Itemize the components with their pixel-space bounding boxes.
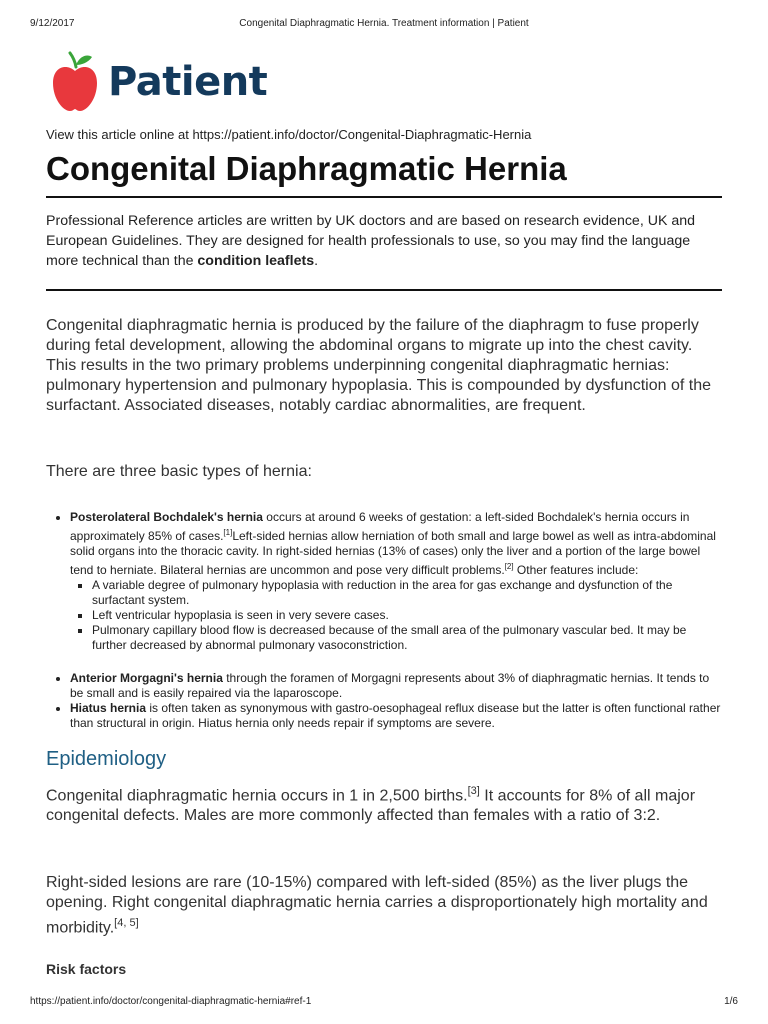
- footer-page-number: 1/6: [724, 996, 738, 1007]
- epi-text-3: Right-sided lesions are rare (10-15%) compared with left-sided (85%) as the liver plugs the opening. Right congenital diaphragmatic hernia carries a disproportionately high mortality and morbidity.: [46, 874, 708, 937]
- footer-url: https://patient.info/doctor/congenital-diaphragmatic-hernia#ref-1: [30, 996, 312, 1007]
- hernia-types-list: [52, 510, 722, 731]
- print-header: [30, 18, 738, 32]
- logo-text: Patient: [108, 59, 268, 105]
- apple-icon: [52, 51, 98, 113]
- epidemiology-paragraph-1: [46, 781, 722, 826]
- hiatus-text: is often taken as synonymous with gastro-oesophageal reflux disease but the latter is often functional rather than structural in origin. Hiatus hernia only needs repair if symptoms are severe.: [70, 701, 721, 730]
- features-list: [70, 578, 722, 653]
- posterolateral-text-3: Other features include:: [513, 563, 639, 577]
- condition-leaflets-link[interactable]: condition leaflets: [197, 253, 315, 269]
- types-intro: There are three basic types of hernia:: [46, 463, 312, 480]
- intro-text-end: .: [314, 253, 319, 269]
- intro-text: Professional Reference articles are written by UK doctors and are based on research evidence, UK and European Guidelines. They are designed for health professionals to use, so you may find the language more technical than the: [46, 213, 696, 269]
- print-date: 9/12/2017: [30, 18, 75, 29]
- feature-item: ▪ Left ventricular hypoplasia is seen in very severe cases.: [92, 608, 722, 623]
- intro-paragraph: [46, 211, 722, 271]
- epidemiology-paragraph-2: [46, 873, 722, 938]
- reference-link[interactable]: [2]: [504, 562, 514, 571]
- feature-item: ▪ Pulmonary capillary blood flow is decreased because of the small area of the pulmonary vascular bed. It may be further decreased by abnormal pulmonary vasoconstriction.: [92, 623, 722, 653]
- hiatus-title: Hiatus hernia: [70, 701, 147, 715]
- posterolateral-title: Posterolateral Bochdalek's hernia: [70, 510, 263, 524]
- list-item-morgagni: [70, 671, 722, 701]
- list-item-hiatus: [70, 701, 722, 731]
- posterolateral-text-2: Left-sided hernias allow herniation of both small and large bowel as well as intra-abdominal solid organs into the thoracic cavity. In right-sided hernias (13% of cases) only the liver and a portion of the large bowel tend to herniate. Bilateral hernias are uncommon and pose very difficult problems.: [70, 529, 716, 577]
- page-title: Congenital Diaphragmatic Hernia: [46, 150, 722, 198]
- print-footer: [30, 996, 738, 1010]
- feature-item: ▪ A variable degree of pulmonary hypoplasia with reduction in the area for gas exchange and dysfunction of the surfactant system.: [92, 578, 722, 608]
- patient-logo[interactable]: [52, 50, 267, 114]
- reference-link[interactable]: [3]: [467, 785, 480, 797]
- epi-text-2: It accounts for 8% of all major congenital defects. Males are more commonly affected than females with a ratio of 3:2.: [46, 787, 696, 825]
- lead-paragraph: Congenital diaphragmatic hernia is produced by the failure of the diaphragm to fuse properly during fetal development, allowing the abdominal organs to migrate up into the chest cavity. This results in the two primary problems underpinning congenital diaphragmatic hernias: pulmonary hypertension and pulmonary hypoplasia. This is compounded by dysfunction of the surfactant. Associated diseases, notably cardiac abnormalities, are frequent.: [46, 317, 711, 414]
- epi-text: Congenital diaphragmatic hernia occurs in 1 in 2,500 births.: [46, 787, 468, 805]
- risk-factors-heading: Risk factors: [46, 961, 127, 977]
- reference-link[interactable]: [4, 5]: [114, 917, 139, 929]
- view-online-link[interactable]: View this article online at https://patient.info/doctor/Congenital-Diaphragmatic-Hernia: [46, 127, 532, 142]
- divider: [46, 289, 722, 291]
- posterolateral-text: occurs at around 6 weeks of gestation: a left-sided Bochdalek's hernia occurs in approximately 85% of cases.: [70, 510, 690, 543]
- morgagni-text: through the foramen of Morgagni represents about 3% of diaphragmatic hernias. It tends to be small and is easily repaired via the laparoscope.: [70, 671, 710, 700]
- print-doc-title: Congenital Diaphragmatic Hernia. Treatment information | Patient: [239, 18, 529, 29]
- reference-link[interactable]: [1]: [223, 528, 233, 537]
- list-item-posterolateral: [70, 510, 722, 671]
- morgagni-title: Anterior Morgagni's hernia: [70, 671, 223, 685]
- epidemiology-heading: Epidemiology: [46, 748, 167, 770]
